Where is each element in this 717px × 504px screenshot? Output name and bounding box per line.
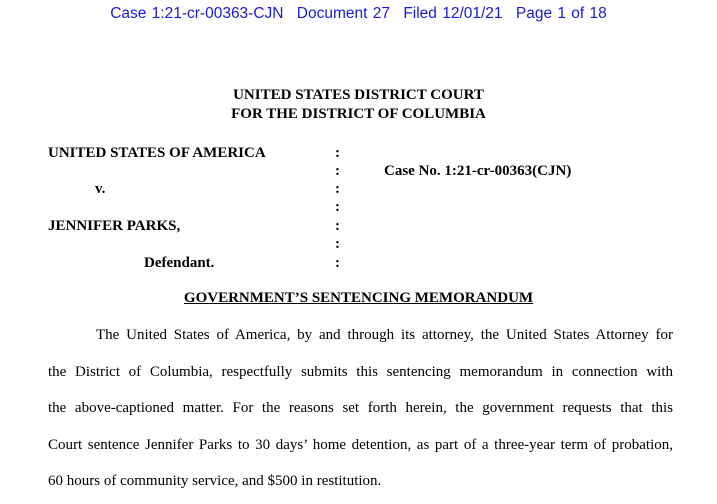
caption-defendant: JENNIFER PARKS, [48,218,181,234]
court-name: UNITED STATES DISTRICT COURT [233,87,484,103]
case-number-header: Case 1:21-cr-00363-CJN [110,5,284,22]
caption-separator: : [335,255,340,271]
caption-case-number: Case No. 1:21-cr-00363(CJN) [384,163,572,179]
body-line: The United States of America, by and through its attorney, the United States Attorney for [96,327,673,343]
caption-separator: : [335,145,340,161]
caption-separator: : [335,218,340,234]
caption-versus: v. [95,181,106,197]
caption-plaintiff: UNITED STATES OF AMERICA [48,145,266,161]
filing-header [0,5,717,23]
body-line: the above-captioned matter. For the reasons set forth herein, the government requests that this [48,400,673,416]
court-district: FOR THE DISTRICT OF COLUMBIA [231,106,486,122]
memorandum-title: GOVERNMENT’S SENTENCING MEMORANDUM [183,290,534,306]
body-line: 60 hours of community service, and $500 in restitution. [48,473,382,489]
caption-defendant-role: Defendant. [144,255,215,271]
body-line: the District of Columbia, respectfully submits this sentencing memorandum in connection with [48,364,673,380]
caption-separator: : [335,199,340,215]
caption-separator: : [335,236,340,252]
document-number: Document 27 [296,5,390,22]
caption-separator: : [335,181,340,197]
page-indicator: Page 1 of 18 [515,5,607,22]
filed-date: Filed 12/01/21 [403,5,503,22]
caption-separator: : [335,163,340,179]
body-line: Court sentence Jennifer Parks to 30 days’ home detention, as part of a three-year term of probation, [48,437,673,453]
